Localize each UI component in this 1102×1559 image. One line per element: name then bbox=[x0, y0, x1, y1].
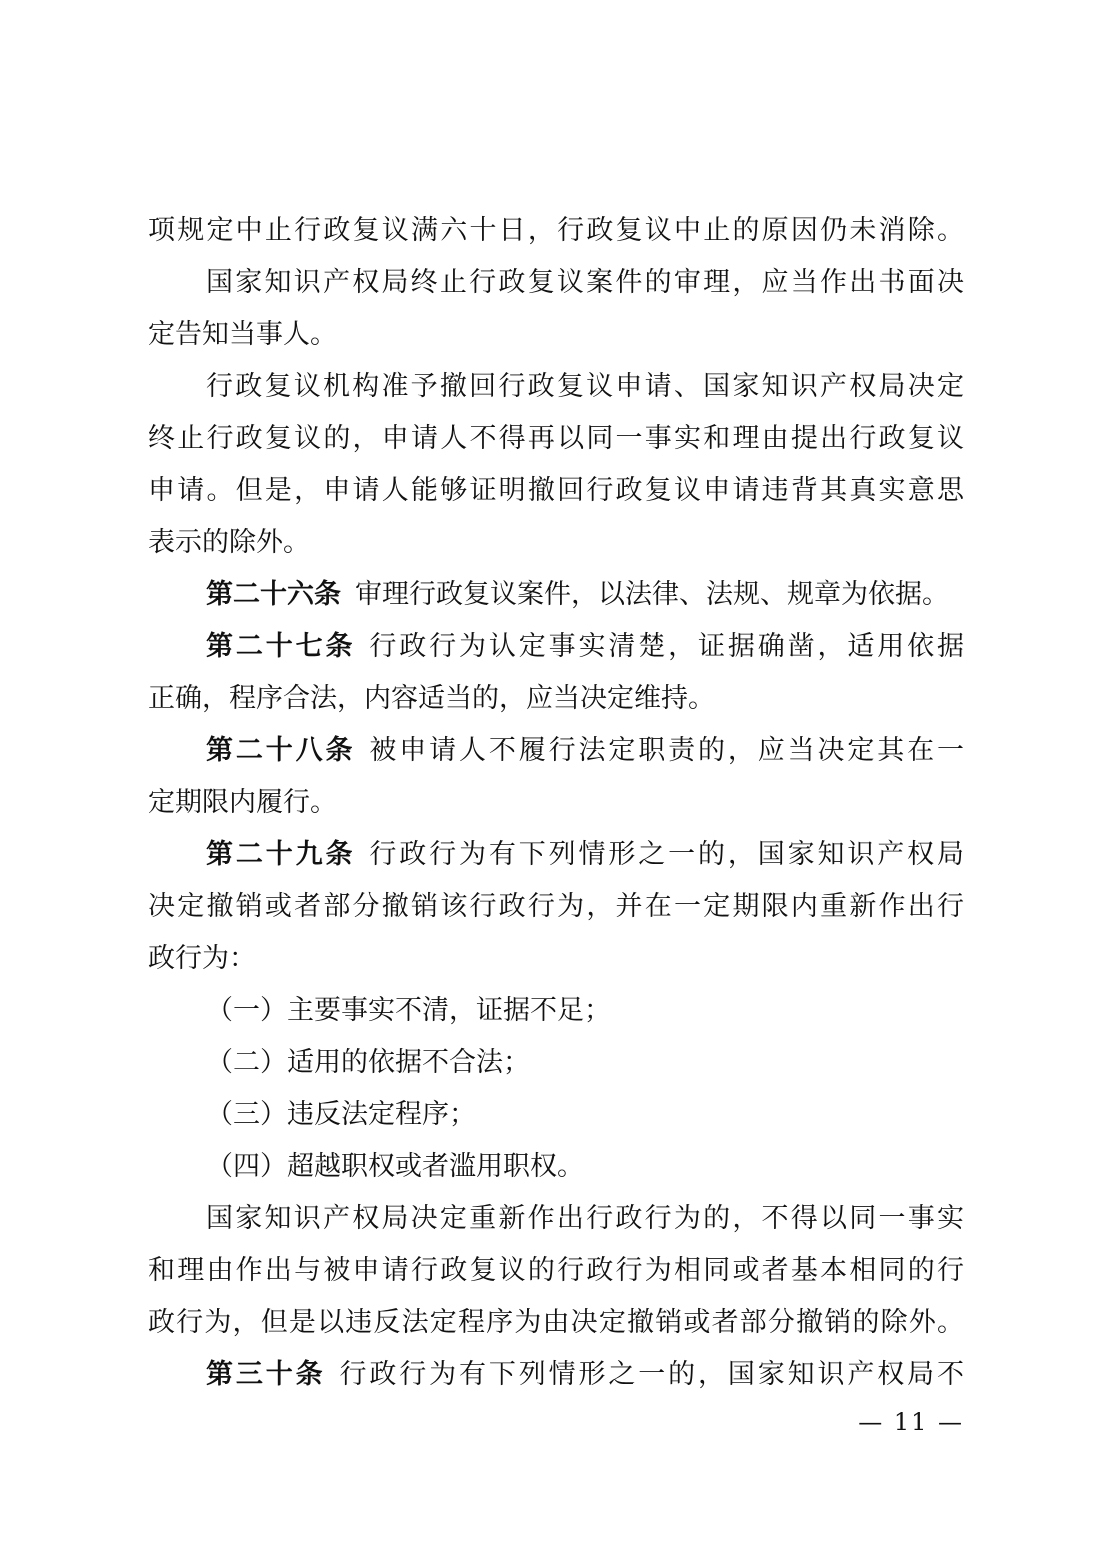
article-30-heading: 第三十条 bbox=[206, 1359, 326, 1390]
paragraph-line: 国家知识产权局终止行政复议案件的审理，应当作出书面决 bbox=[206, 267, 964, 298]
text-line: 和理由作出与被申请行政复议的行政行为相同或者基本相同的行 bbox=[148, 1255, 964, 1286]
article-26-heading: 第二十六条 bbox=[206, 579, 341, 610]
article-28-line bbox=[148, 725, 964, 777]
list-item: （四）超越职权或者滥用职权。 bbox=[206, 1151, 584, 1182]
paragraph-line: 行政复议机构准予撤回行政复议申请、国家知识产权局决定 bbox=[206, 371, 964, 402]
paragraph-line: 国家知识产权局决定重新作出行政行为的，不得以同一事实 bbox=[206, 1203, 964, 1234]
text-line: 申请。但是，申请人能够证明撤回行政复议申请违背其真实意思 bbox=[148, 475, 964, 506]
text-line: 正确，程序合法，内容适当的，应当决定维持。 bbox=[148, 683, 715, 714]
document-body bbox=[148, 205, 964, 1401]
text-line: 政行为： bbox=[148, 943, 256, 974]
article-30-text: 行政行为有下列情形之一的，国家知识产权局不 bbox=[339, 1359, 964, 1390]
text-line: 项规定中止行政复议满六十日，行政复议中止的原因仍未消除。 bbox=[148, 215, 964, 246]
text-line: 定告知当事人。 bbox=[148, 319, 337, 350]
text-line: 政行为，但是以违反法定程序为由决定撤销或者部分撤销的除外。 bbox=[148, 1307, 964, 1338]
article-27-heading: 第二十七条 bbox=[206, 631, 356, 662]
article-30-line bbox=[148, 1349, 964, 1401]
article-29-heading: 第二十九条 bbox=[206, 839, 356, 870]
article-27-line bbox=[148, 621, 964, 673]
list-item: （二）适用的依据不合法； bbox=[206, 1047, 530, 1078]
article-29-line bbox=[148, 829, 964, 881]
text-line: 决定撤销或者部分撤销该行政行为，并在一定期限内重新作出行 bbox=[148, 891, 964, 922]
page-number: — 11 — bbox=[858, 1408, 964, 1436]
article-29-text: 行政行为有下列情形之一的，国家知识产权局 bbox=[369, 839, 964, 870]
article-27-text: 行政行为认定事实清楚，证据确凿，适用依据 bbox=[369, 631, 964, 662]
list-item: （一）主要事实不清，证据不足； bbox=[206, 995, 611, 1026]
text-line: 定期限内履行。 bbox=[148, 787, 337, 818]
text-line: 终止行政复议的，申请人不得再以同一事实和理由提出行政复议 bbox=[148, 423, 964, 454]
article-28-text: 被申请人不履行法定职责的，应当决定其在一 bbox=[369, 735, 964, 766]
text-line: 表示的除外。 bbox=[148, 527, 310, 558]
article-26-line bbox=[148, 569, 964, 621]
article-26-text: 审理行政复议案件，以法律、法规、规章为依据。 bbox=[355, 579, 949, 610]
list-item: （三）违反法定程序； bbox=[206, 1099, 476, 1130]
article-28-heading: 第二十八条 bbox=[206, 735, 356, 766]
